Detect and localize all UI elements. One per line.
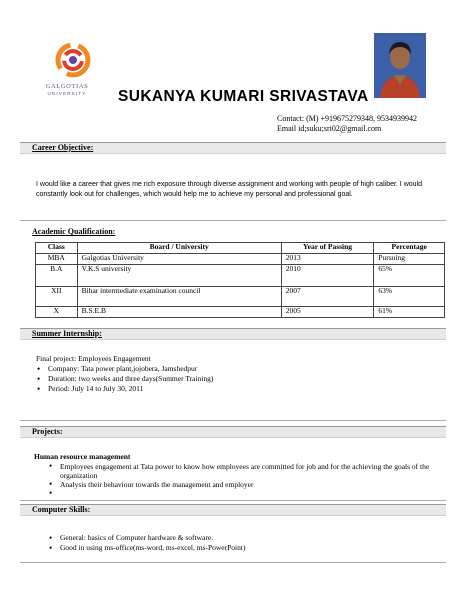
candidate-name: SUKANYA KUMARI SRIVASTAVA — [118, 88, 369, 105]
summer-internship-title: Summer Internship: — [32, 329, 102, 338]
table-cell: XII — [36, 287, 78, 307]
academic-title: Academic Qualification: — [32, 227, 116, 236]
computer-skills-title: Computer Skills: — [32, 505, 91, 514]
table-row — [36, 287, 445, 307]
logo-subtitle: UNIVERSITY — [47, 91, 87, 96]
projects-header — [20, 426, 446, 438]
table-cell: 2013 — [281, 254, 374, 265]
career-objective-text: I would like a career that gives me rich exposure through diverse assignment and working with people of high caliber. I would constantly look out for challenges, which would help me to achieve my personal and professional goal. — [36, 181, 422, 198]
divider — [20, 500, 446, 501]
list-item: • Good in using ms-office(ms-word, ms-excel, ms-PowerPoint) — [46, 543, 444, 553]
career-objective-header — [20, 142, 446, 154]
divider — [20, 220, 446, 221]
list-item: • Company: Tata power plant,jojobera, Jamshedpur — [34, 364, 444, 374]
table-cell: Pursuing — [374, 254, 445, 265]
table-header-year: Year of Passing — [281, 243, 374, 254]
final-project: Final project: Employees Engagement — [36, 354, 151, 363]
table-header-class: Class — [36, 243, 78, 254]
projects-subtitle: Human resource management — [34, 452, 131, 461]
table-row — [36, 265, 445, 287]
computer-skills-list — [46, 533, 444, 553]
contact-phone: Contact: (M) +919675279348, 9534939942 — [277, 114, 418, 123]
table-cell: B.A — [36, 265, 78, 287]
divider — [20, 562, 446, 563]
list-item: • Duration: two weeks and three days(Summer Training) — [34, 374, 444, 384]
table-cell: MBA — [36, 254, 78, 265]
profile-photo — [374, 33, 426, 98]
person-photo-icon — [374, 33, 426, 98]
projects-title: Projects: — [32, 427, 63, 436]
list-item — [46, 489, 444, 498]
projects-list — [46, 462, 444, 498]
list-item: • General: basics of Computer hardware & software. — [46, 533, 444, 543]
table-header-board: Board / University — [77, 243, 281, 254]
internship-list — [34, 364, 444, 394]
table-header-row — [36, 243, 445, 254]
contact-block — [277, 114, 417, 134]
summer-internship-header — [20, 328, 446, 340]
table-cell: 65% — [374, 265, 445, 287]
table-cell: 2005 — [281, 307, 374, 318]
table-cell: Bihar intermediate examination council — [77, 287, 281, 307]
table-cell: V.K.S university — [77, 265, 281, 287]
divider — [20, 420, 446, 421]
table-cell: B.S.E.B — [77, 307, 281, 318]
contact-email: Email id;suku;sri02@gmail.com — [277, 124, 382, 133]
galgotias-logo-icon — [50, 40, 96, 80]
table-header-percentage: Percentage — [374, 243, 445, 254]
academic-table — [35, 242, 445, 318]
list-item: • Analysis their behaviour towards the management and employer — [46, 480, 444, 489]
computer-skills-header — [20, 504, 446, 516]
list-item: • Period: July 14 to July 30, 2011 — [34, 384, 444, 394]
table-cell: 63% — [374, 287, 445, 307]
table-row — [36, 307, 445, 318]
table-cell: 2007 — [281, 287, 374, 307]
career-objective-title: Career Objective: — [32, 143, 94, 152]
table-cell: 2010 — [281, 265, 374, 287]
table-cell: Galgotias University — [77, 254, 281, 265]
logo-name: GALGOTIAS — [45, 83, 89, 90]
list-item: • Employees engagement at Tata power to know how employees are committed for job and for the achieving the goals of the organization — [46, 462, 444, 480]
table-row — [36, 254, 445, 265]
table-cell: X — [36, 307, 78, 318]
table-cell: 61% — [374, 307, 445, 318]
